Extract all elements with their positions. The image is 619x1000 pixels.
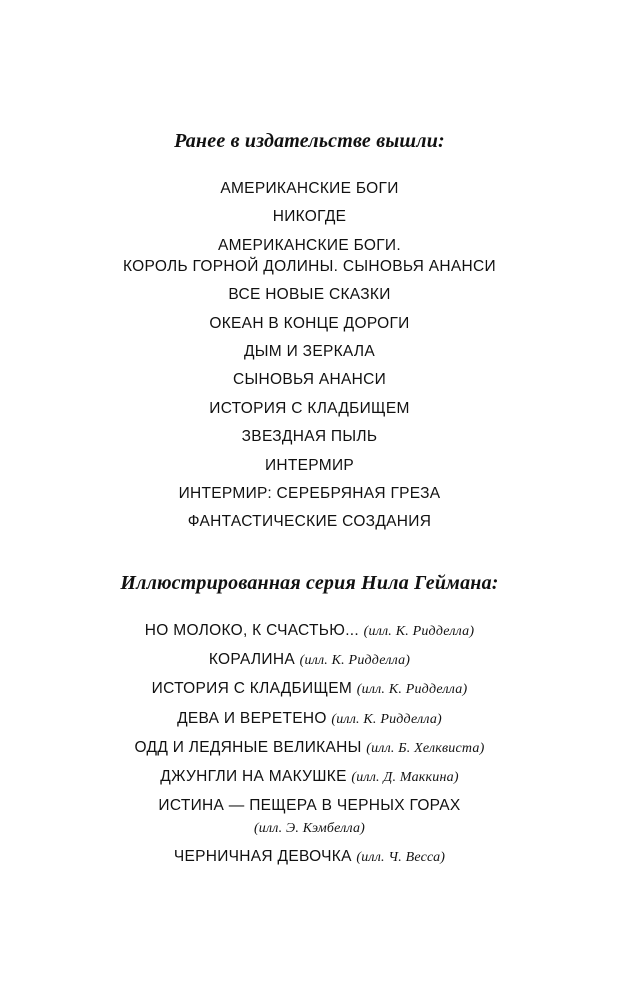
illustrator-credit: (илл. К. Ридделла) — [331, 711, 442, 727]
illustrated-book — [0, 846, 619, 868]
book-title — [0, 178, 619, 199]
book-title-line: НИКОГДЕ — [272, 208, 347, 226]
book-title-line: ОКЕАН В КОНЦЕ ДОРОГИ — [209, 314, 410, 332]
book-title-line: ИНТЕРМИР — [264, 456, 355, 474]
book-title-line: ЗВЕЗДНАЯ ПЫЛЬ — [241, 428, 378, 446]
book-title — [0, 206, 619, 227]
book-title — [0, 369, 619, 390]
book-title — [0, 426, 619, 447]
book-title-line: ИНТЕРМИР: СЕРЕБРЯНАЯ ГРЕЗА — [178, 484, 441, 502]
illustrated-book-title: КОРАЛИНА — [208, 651, 295, 669]
illustrated-book-title: ИСТОРИЯ С КЛАДБИЩЕМ — [151, 680, 353, 698]
book-title — [0, 398, 619, 419]
illustrator-credit: (илл. К. Ридделла) — [299, 653, 411, 669]
book-title-line: ДЫМ И ЗЕРКАЛА — [243, 342, 376, 360]
book-title-line: ВСЕ НОВЫЕ СКАЗКИ — [228, 286, 391, 304]
illustrator-credit: (илл. Э. Кэмбелла) — [253, 821, 366, 837]
illustrator-credit: (илл. К. Ридделла) — [356, 682, 468, 698]
previously-published-list — [0, 178, 619, 540]
book-title-line: АМЕРИКАНСКИЕ БОГИ — [220, 180, 399, 197]
illustrated-series-heading: Иллюстрированная серия Нила Геймана: — [120, 572, 499, 594]
book-title — [0, 313, 619, 334]
illustrated-book — [0, 620, 619, 642]
illustrated-book — [0, 795, 619, 839]
illustrated-book-title: ДЕВА И ВЕРЕТЕНО — [177, 709, 327, 727]
book-title — [0, 455, 619, 476]
illustrated-book-title: ДЖУНГЛИ НА МАКУШКЕ — [160, 767, 347, 785]
illustrated-book — [0, 678, 619, 700]
book-title — [0, 341, 619, 362]
book-title — [0, 235, 619, 277]
illustrated-book — [0, 649, 619, 671]
illustrator-credit: (илл. Б. Хелквиста) — [366, 740, 485, 756]
illustrated-book — [0, 766, 619, 788]
illustrated-book-title: ОДД И ЛЕДЯНЫЕ ВЕЛИКАНЫ — [134, 738, 362, 756]
illustrated-book — [0, 737, 619, 759]
illustrator-credit: (илл. К. Ридделла) — [363, 624, 475, 639]
book-title-line: ИСТОРИЯ С КЛАДБИЩЕМ — [209, 399, 410, 417]
book-title — [0, 511, 619, 532]
book-title — [0, 284, 619, 305]
illustrated-book — [0, 708, 619, 730]
book-title — [0, 483, 619, 504]
previously-published-heading: Ранее в издательстве вышли: — [174, 130, 445, 152]
book-title-line: СЫНОВЬЯ АНАНСИ — [232, 371, 387, 389]
illustrated-book-title: НО МОЛОКО, К СЧАСТЬЮ... — [144, 622, 360, 639]
illustrated-series-list — [0, 620, 619, 876]
illustrated-book-title: ИСТИНА — ПЕЩЕРА В ЧЕРНЫХ ГОРАХ — [158, 797, 461, 815]
illustrator-credit: (илл. Д. Маккина) — [351, 769, 459, 785]
book-title-line: КОРОЛЬ ГОРНОЙ ДОЛИНЫ. СЫНОВЬЯ АНАНСИ — [123, 257, 496, 275]
illustrator-credit: (илл. Ч. Весса) — [356, 850, 446, 866]
book-title-line: АМЕРИКАНСКИЕ БОГИ. — [218, 236, 401, 254]
illustrated-book-title: ЧЕРНИЧНАЯ ДЕВОЧКА — [173, 848, 352, 866]
book-title-line: ФАНТАСТИЧЕСКИЕ СОЗДАНИЯ — [187, 513, 432, 531]
